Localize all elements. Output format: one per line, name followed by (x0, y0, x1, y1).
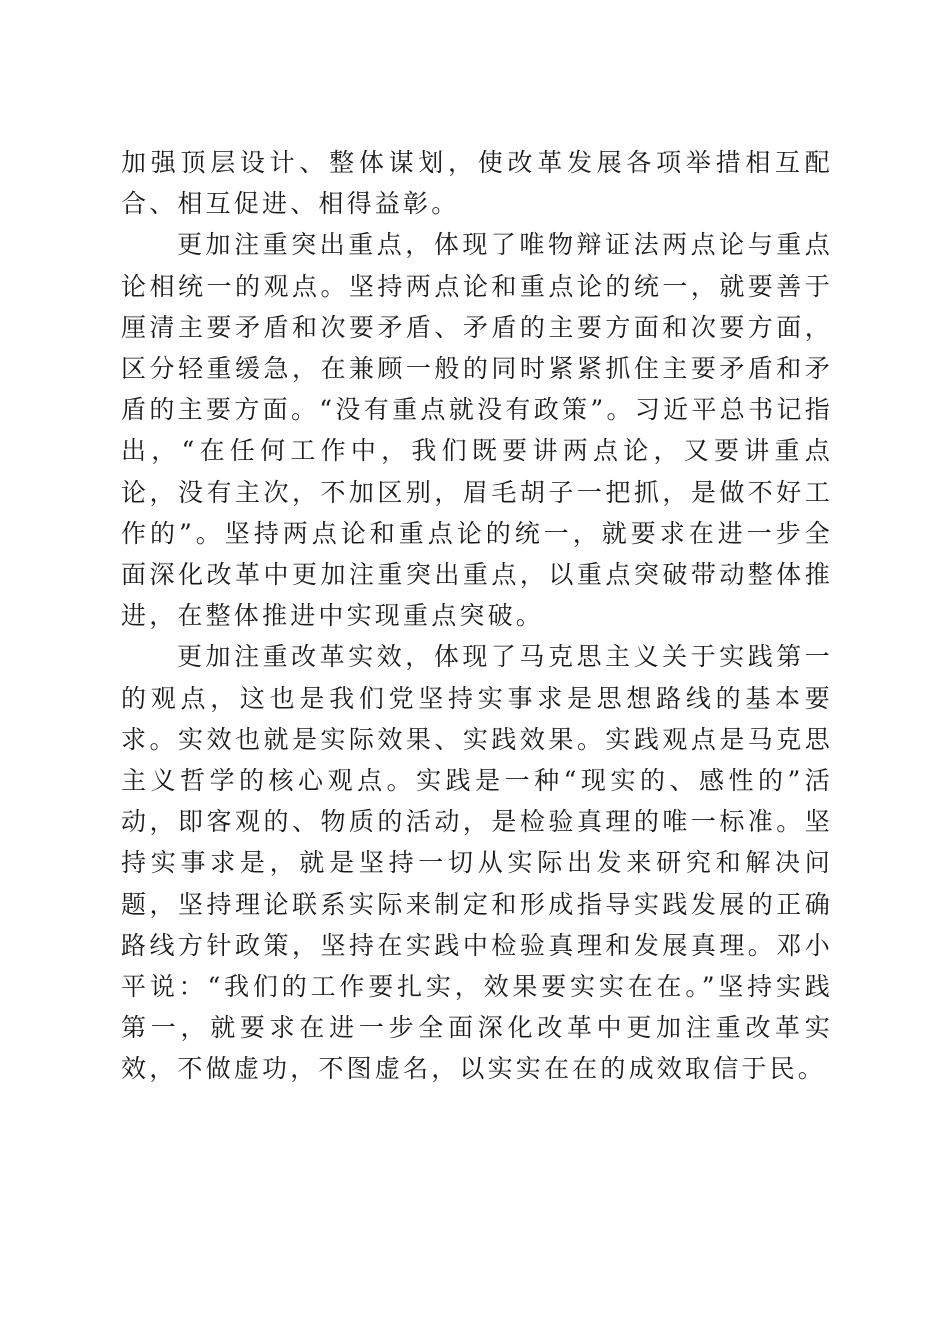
paragraph-3: 更加注重改革实效，体现了马克思主义关于实践第一的观点，这也是我们党坚持实事求是思想路线的基本要求。实效也就是实际效果、实践效果。实践观点是马克思主义哲学的核心观点。实践是一种“现实的、感性的”活动，即客观的、物质的活动，是检验真理的唯一标准。坚持实事求是，就是坚持一切从实际出发来研究和解决问题，坚持理论联系实际来制定和形成指导实践发展的正确路线方针政策，坚持在实践中检验真理和发展真理。邓小平说：“我们的工作要扎实，效果要实实在在。”坚持实践第一，就要求在进一步全面深化改革中更加注重改革实效，不做虚功，不图虚名，以实实在在的成效取信于民。 (121, 642, 833, 1084)
paragraph-1: 加强顶层设计、整体谋划，使改革发展各项举措相互配合、相互促进、相得益彰。 (121, 148, 833, 219)
paragraph-2: 更加注重突出重点，体现了唯物辩证法两点论与重点论相统一的观点。坚持两点论和重点论的统一，就要善于厘清主要矛盾和次要矛盾、矛盾的主要方面和次要方面，区分轻重缓急，在兼顾一般的同时紧紧抓住主要矛盾和矛盾的主要方面。“没有重点就没有政策”。习近平总书记指出，“在任何工作中，我们既要讲两点论，又要讲重点论，没有主次，不加区别，眉毛胡子一把抓，是做不好工作的”。坚持两点论和重点论的统一，就要求在进一步全面深化改革中更加注重突出重点，以重点突破带动整体推进，在整体推进中实现重点突破。 (121, 230, 833, 631)
document-body (121, 142, 833, 1090)
